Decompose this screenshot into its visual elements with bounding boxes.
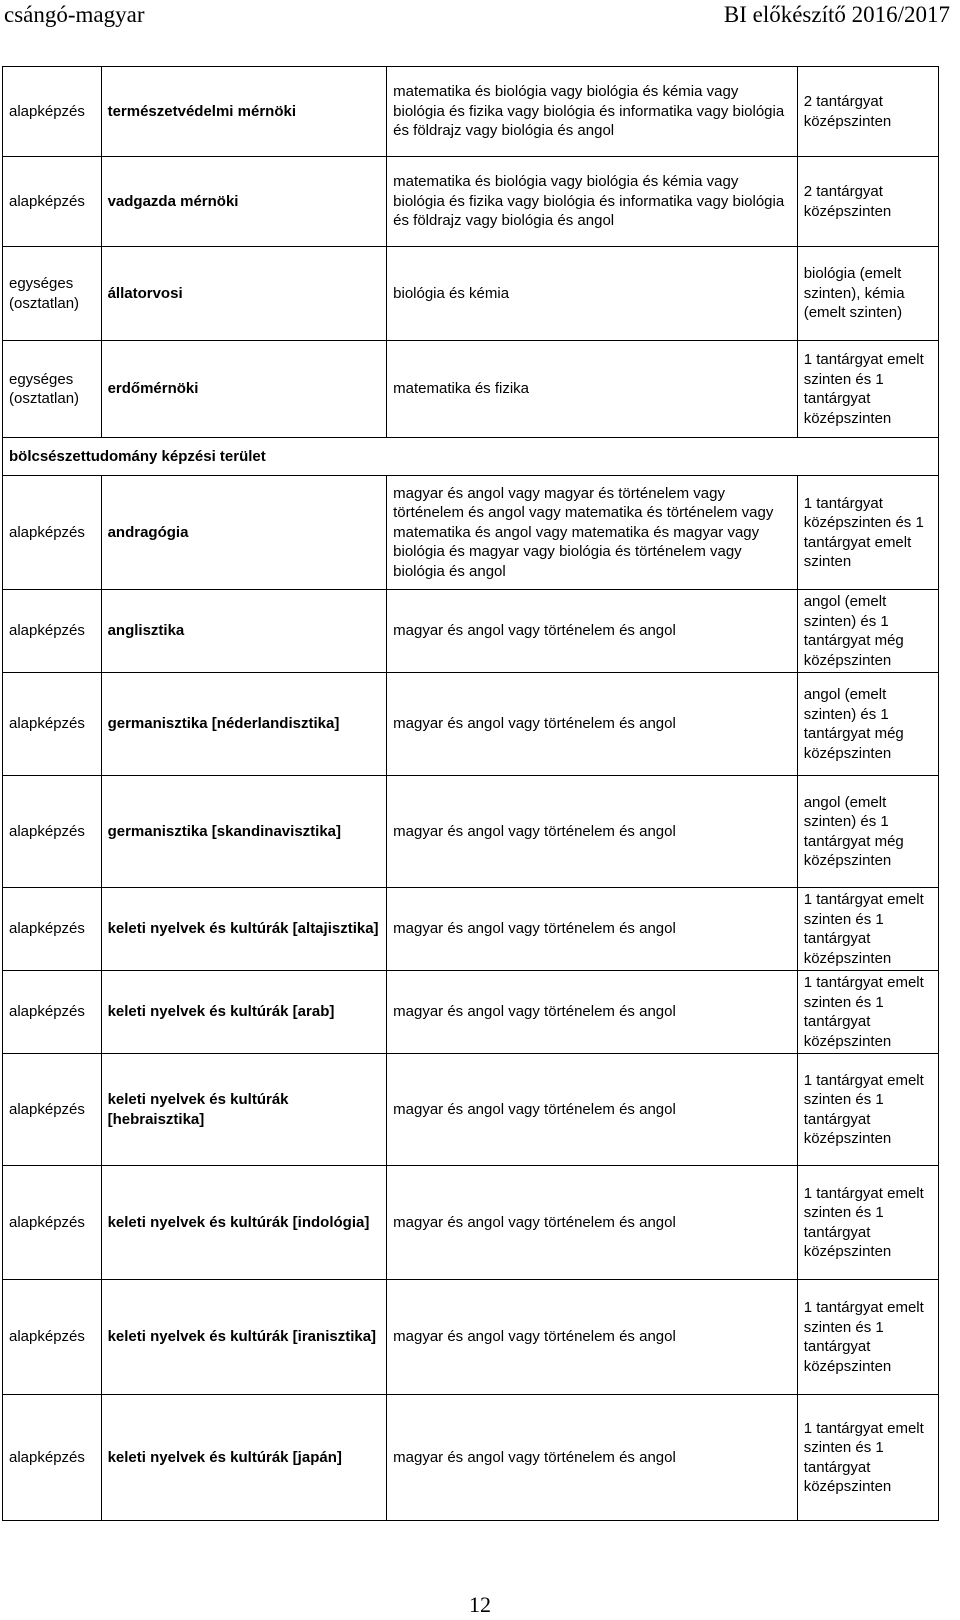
cell-program: erdőmérnöki [101, 341, 387, 438]
cell-requirement: 1 tantárgyat emelt szinten és 1 tantárgyat középszinten [797, 341, 938, 438]
table-row [3, 1166, 939, 1280]
cell-type: alapképzés [3, 1395, 102, 1521]
cell-subjects: magyar és angol vagy történelem és angol [387, 776, 798, 888]
cell-subjects: magyar és angol vagy történelem és angol [387, 1054, 798, 1166]
cell-subjects: magyar és angol vagy történelem és angol [387, 1395, 798, 1521]
cell-subjects: magyar és angol vagy magyar és történelem vagy történelem és angol vagy matematika és történelem vagy matematika és angol vagy matematika és magyar vagy biológia és magyar vagy biológia és történelem vagy biológia és angol [387, 476, 798, 590]
cell-requirement: 2 tantárgyat középszinten [797, 67, 938, 157]
page-number: 12 [469, 1592, 491, 1617]
section-row [3, 438, 939, 476]
table-row [3, 476, 939, 590]
cell-subjects: magyar és angol vagy történelem és angol [387, 590, 798, 673]
cell-subjects: matematika és fizika [387, 341, 798, 438]
cell-requirement: angol (emelt szinten) és 1 tantárgyat még középszinten [797, 673, 938, 776]
cell-program: keleti nyelvek és kultúrák [arab] [101, 971, 387, 1054]
cell-type: alapképzés [3, 971, 102, 1054]
cell-type: alapképzés [3, 476, 102, 590]
cell-requirement: 1 tantárgyat emelt szinten és 1 tantárgyat középszinten [797, 971, 938, 1054]
cell-program: anglisztika [101, 590, 387, 673]
cell-type: alapképzés [3, 157, 102, 247]
cell-type: alapképzés [3, 776, 102, 888]
cell-type: alapképzés [3, 673, 102, 776]
table-row [3, 673, 939, 776]
cell-type: alapképzés [3, 67, 102, 157]
cell-type: alapképzés [3, 1054, 102, 1166]
table-row [3, 341, 939, 438]
cell-type: egységes (osztatlan) [3, 247, 102, 341]
cell-type: alapképzés [3, 590, 102, 673]
cell-requirement: angol (emelt szinten) és 1 tantárgyat még középszinten [797, 776, 938, 888]
cell-requirement: 1 tantárgyat emelt szinten és 1 tantárgyat középszinten [797, 1395, 938, 1521]
cell-requirement: 1 tantárgyat emelt szinten és 1 tantárgyat középszinten [797, 1054, 938, 1166]
cell-program: keleti nyelvek és kultúrák [japán] [101, 1395, 387, 1521]
cell-program: keleti nyelvek és kultúrák [hebraisztika] [101, 1054, 387, 1166]
cell-requirement: 1 tantárgyat emelt szinten és 1 tantárgyat középszinten [797, 888, 938, 971]
table-row [3, 1280, 939, 1395]
table-row [3, 247, 939, 341]
cell-requirement: angol (emelt szinten) és 1 tantárgyat még középszinten [797, 590, 938, 673]
cell-program: vadgazda mérnöki [101, 157, 387, 247]
cell-subjects: magyar és angol vagy történelem és angol [387, 673, 798, 776]
table-row [3, 1395, 939, 1521]
table-row [3, 1054, 939, 1166]
header-right-text: BI előkészítő 2016/2017 [723, 2, 950, 27]
cell-type: egységes (osztatlan) [3, 341, 102, 438]
cell-program: állatorvosi [101, 247, 387, 341]
cell-program: andragógia [101, 476, 387, 590]
cell-subjects: matematika és biológia vagy biológia és kémia vagy biológia és fizika vagy biológia és informatika vagy biológia és földrajz vagy biológia és angol [387, 157, 798, 247]
admissions-table [2, 66, 939, 1521]
cell-program: keleti nyelvek és kultúrák [altajisztika] [101, 888, 387, 971]
table-row [3, 776, 939, 888]
cell-subjects: magyar és angol vagy történelem és angol [387, 888, 798, 971]
cell-program: keleti nyelvek és kultúrák [indológia] [101, 1166, 387, 1280]
cell-type: alapképzés [3, 1166, 102, 1280]
cell-type: alapképzés [3, 888, 102, 971]
cell-subjects: biológia és kémia [387, 247, 798, 341]
cell-requirement: 1 tantárgyat középszinten és 1 tantárgyat emelt szinten [797, 476, 938, 590]
table-row [3, 971, 939, 1054]
cell-type: alapképzés [3, 1280, 102, 1395]
cell-program: germanisztika [néderlandisztika] [101, 673, 387, 776]
table-row [3, 157, 939, 247]
cell-requirement: biológia (emelt szinten), kémia (emelt szinten) [797, 247, 938, 341]
cell-requirement: 1 tantárgyat emelt szinten és 1 tantárgyat középszinten [797, 1166, 938, 1280]
cell-program: keleti nyelvek és kultúrák [iranisztika] [101, 1280, 387, 1395]
cell-subjects: matematika és biológia vagy biológia és kémia vagy biológia és fizika vagy biológia és informatika vagy biológia és földrajz vagy biológia és angol [387, 67, 798, 157]
header-left-text: csángó-magyar [4, 2, 145, 27]
cell-requirement: 1 tantárgyat emelt szinten és 1 tantárgyat középszinten [797, 1280, 938, 1395]
cell-program: természetvédelmi mérnöki [101, 67, 387, 157]
table-row [3, 888, 939, 971]
cell-subjects: magyar és angol vagy történelem és angol [387, 1166, 798, 1280]
cell-subjects: magyar és angol vagy történelem és angol [387, 971, 798, 1054]
cell-program: germanisztika [skandinavisztika] [101, 776, 387, 888]
cell-subjects: magyar és angol vagy történelem és angol [387, 1280, 798, 1395]
table-row [3, 590, 939, 673]
cell-requirement: 2 tantárgyat középszinten [797, 157, 938, 247]
page-header [0, 0, 960, 32]
table-row [3, 67, 939, 157]
section-title: bölcsészettudomány képzési terület [3, 438, 939, 476]
